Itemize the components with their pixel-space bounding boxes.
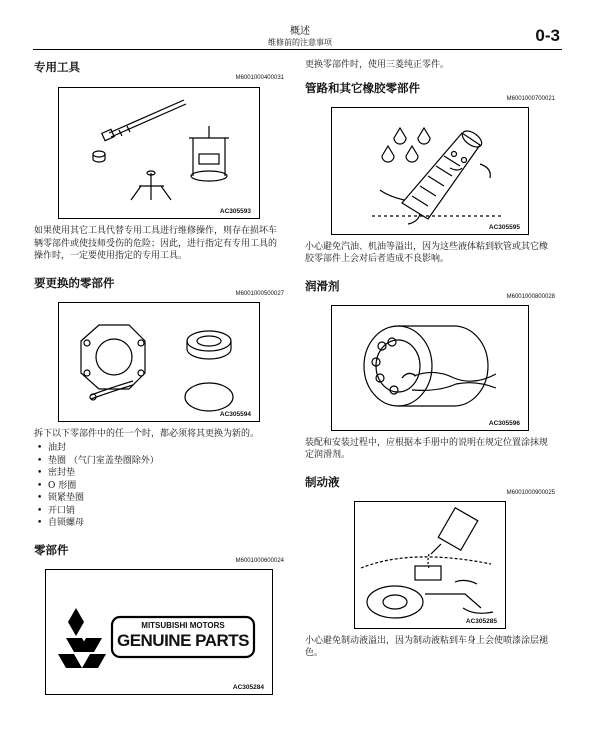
brake-fluid-figure — [354, 501, 506, 629]
section-code: M6001000800028 — [506, 293, 555, 300]
figure-code: AC305593 — [219, 208, 251, 215]
parts-continued-text: 更换零部件时，使用三菱纯正零件。 — [305, 60, 450, 70]
list-item: • 锁紧垫圈 — [34, 492, 284, 505]
right-column — [305, 56, 555, 660]
brake-fluid-section — [305, 474, 555, 660]
section-heading: 专用工具 — [34, 60, 80, 74]
parts-section — [34, 542, 284, 695]
list-item: • 密封垫 — [34, 467, 284, 480]
section-heading: 管路和其它橡胶零部件 — [305, 80, 420, 95]
section-heading: 润滑剂 — [305, 278, 340, 293]
special-tools-section — [34, 59, 284, 263]
section-body: 装配和安装过程中，应根据本手册中的说明在规定位置涂抹规定润滑剂。 — [305, 437, 549, 460]
section-body: 拆下以下零部件中的任一个时，都必须将其更换为新的。 — [34, 428, 260, 439]
header-subtitle: 维修前的注意事项 — [268, 38, 332, 47]
section-code: M6001000600024 — [235, 557, 284, 564]
section-body: 小心避免汽油、机油等溢出，因为这些液体粘到软管或其它橡胶零部件上会对后者造成不良影响。 — [305, 241, 549, 264]
logo-brand-text: MITSUBISHI MOTORS — [141, 620, 225, 630]
section-heading: 制动液 — [305, 474, 340, 489]
header-title: 概述 — [290, 26, 310, 37]
list-item: • 垫圈 （气门室盖垫圈除外） — [34, 455, 284, 468]
gasket-seal-illustration — [59, 303, 259, 421]
special-tools-figure — [58, 87, 260, 219]
left-column — [34, 56, 284, 695]
section-code: M6001000700021 — [506, 95, 555, 102]
logo-tagline-text: GENUINE PARTS — [116, 630, 250, 650]
figure-code: AC305595 — [488, 223, 520, 231]
section-body: 小心避免制动液溢出，因为制动液粘到车身上会使喷漆涂层褪色。 — [305, 635, 549, 658]
lubricant-section — [305, 278, 555, 462]
section-heading: 要更换的零部件 — [34, 275, 115, 290]
list-item: • O 形圈 — [34, 480, 284, 493]
section-body: 如果使用其它工具代替专用工具进行维修操作，则存在损坏车辆零部件或使技师受伤的危险；因此，进行指定有专用工具的操作时，一定要使用指定的专用工具。 — [34, 226, 278, 261]
lubricant-figure — [331, 305, 529, 431]
header-rule — [33, 49, 562, 50]
section-code: M6001000900025 — [506, 489, 555, 496]
figure-code: AC305596 — [488, 419, 520, 427]
replace-parts-list — [34, 442, 284, 530]
brake-fluid-illustration — [355, 502, 505, 628]
rubber-parts-figure — [331, 107, 529, 235]
figure-code: AC305594 — [219, 410, 251, 418]
list-item: • 自锁螺母 — [34, 517, 284, 530]
list-item: • 开口销 — [34, 505, 284, 518]
list-item: • 油封 — [34, 442, 284, 455]
section-heading: 零部件 — [34, 542, 69, 557]
bearing-lubrication-illustration — [332, 306, 528, 430]
section-code: M6001000500027 — [235, 290, 284, 297]
rubber-parts-section — [305, 80, 555, 266]
genuine-parts-figure — [45, 569, 273, 695]
section-code: M6001000400031 — [235, 75, 284, 81]
replace-parts-figure — [58, 302, 260, 422]
hose-character-illustration — [332, 108, 528, 234]
figure-code: AC305285 — [465, 617, 497, 625]
replace-parts-section — [34, 275, 284, 530]
special-tools-illustration — [59, 88, 259, 218]
figure-code: AC305284 — [232, 683, 264, 691]
page-number: 0-3 — [535, 26, 560, 45]
